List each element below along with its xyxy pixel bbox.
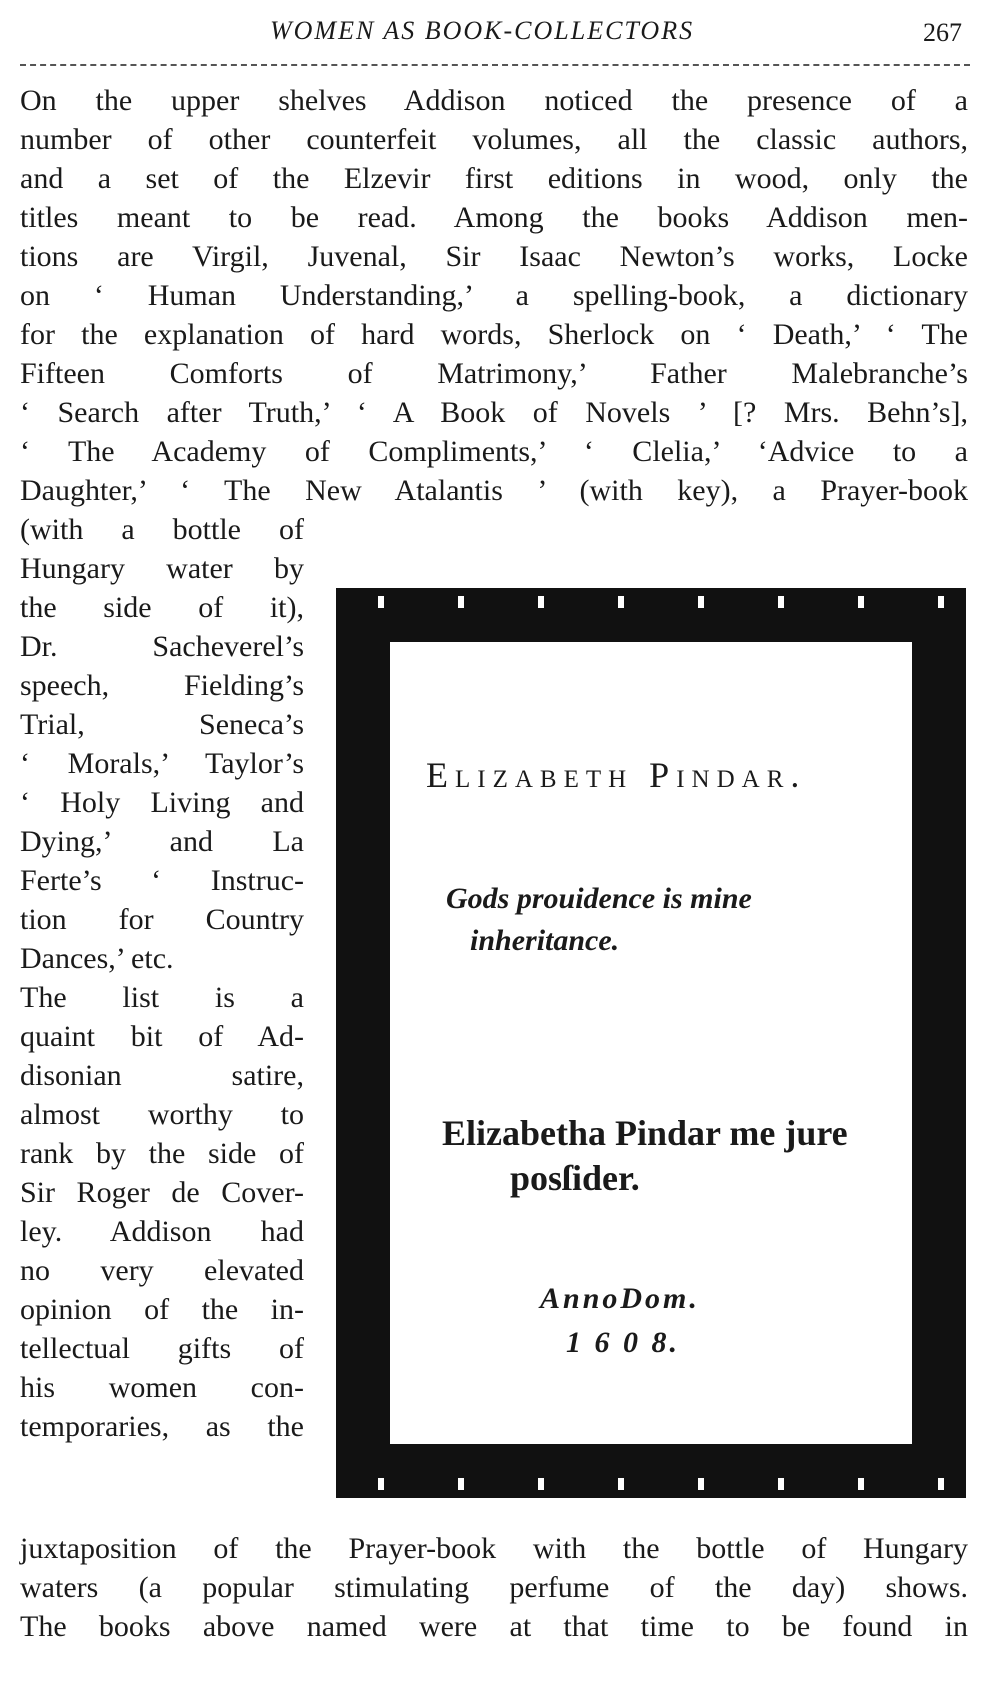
text-line: On the upper shelves Addison noticed the presence of a — [20, 84, 968, 117]
page-number: 267 — [923, 18, 962, 47]
text-line: ‘ Holy Living and — [20, 786, 304, 819]
text-line: number of other counterfeit volumes, all the classic authors, — [20, 123, 968, 156]
bookplate-ownership-line: Elizabetha Pindar me jure — [442, 1113, 848, 1153]
text-line: Fifteen Comforts of Matrimony,’ Father Malebranche’s — [20, 357, 968, 390]
bookplate-ownership-line: posſider. — [510, 1158, 640, 1198]
text-line: tions are Virgil, Juvenal, Sir Isaac Newton’s works, Locke — [20, 240, 968, 273]
text-line: ‘ The Academy of Compliments,’ ‘ Clelia,’ ‘Advice to a — [20, 435, 968, 468]
text-line: speech, Fielding’s — [20, 669, 304, 702]
running-title: WOMEN AS BOOK-COLLECTORS — [270, 16, 695, 45]
text-line: for the explanation of hard words, Sherlock on ‘ Death,’ ‘ The — [20, 318, 968, 351]
text-line: almost worthy to — [20, 1098, 304, 1131]
text-line: Dr. Sacheverel’s — [20, 630, 304, 663]
text-line: (with a bottle of — [20, 513, 304, 546]
bookplate-motto-line: inheritance. — [470, 924, 620, 957]
text-line: The list is a — [20, 981, 304, 1014]
text-line: Ferte’s ‘ Instruc- — [20, 864, 304, 897]
text-line: waters (a popular stimulating perfume of the day) shows. — [20, 1571, 968, 1604]
bookplate-illustration — [336, 588, 966, 1498]
text-line: The books above named were at that time to be found in — [20, 1610, 968, 1643]
header-rule — [20, 64, 970, 66]
border-ornament — [344, 1478, 958, 1490]
text-line: and a set of the Elzevir first editions in wood, only the — [20, 162, 968, 195]
text-line: titles meant to be read. Among the books Addison men- — [20, 201, 968, 234]
text-line: Dances,’ etc. — [20, 942, 174, 975]
text-line: tellectual gifts of — [20, 1332, 304, 1365]
bookplate-date-line: 1 6 0 8. — [566, 1326, 680, 1359]
text-line: quaint bit of Ad- — [20, 1020, 304, 1053]
text-line: Hungary water by — [20, 552, 304, 585]
bookplate-motto-line: Gods prouidence is mine — [446, 882, 752, 915]
text-line: rank by the side of — [20, 1137, 304, 1170]
text-line: disonian satire, — [20, 1059, 304, 1092]
text-line: his women con- — [20, 1371, 304, 1404]
text-line: the side of it), — [20, 591, 304, 624]
text-line: ‘ Search after Truth,’ ‘ A Book of Novels ’ [? Mrs. Behn’s], — [20, 396, 968, 429]
bookplate-date-line: AnnoDom. — [540, 1282, 700, 1315]
border-ornament — [344, 596, 958, 608]
text-line: on ‘ Human Understanding,’ a spelling-book, a dictionary — [20, 279, 968, 312]
text-line: Dying,’ and La — [20, 825, 304, 858]
bookplate-panel — [388, 640, 914, 1446]
text-line: ‘ Morals,’ Taylor’s — [20, 747, 304, 780]
text-line: Sir Roger de Cover- — [20, 1176, 304, 1209]
running-header — [20, 16, 970, 56]
bookplate-owner-name: Elizabeth Pindar. — [426, 755, 807, 795]
text-line: Trial, Seneca’s — [20, 708, 304, 741]
text-line: temporaries, as the — [20, 1410, 304, 1443]
text-line: ley. Addison had — [20, 1215, 304, 1248]
text-line: opinion of the in- — [20, 1293, 304, 1326]
text-line: tion for Country — [20, 903, 304, 936]
text-line: no very elevated — [20, 1254, 304, 1287]
text-line: juxtaposition of the Prayer-book with the bottle of Hungary — [20, 1532, 968, 1565]
text-line: Daughter,’ ‘ The New Atalantis ’ (with key), a Prayer-book — [20, 474, 968, 507]
